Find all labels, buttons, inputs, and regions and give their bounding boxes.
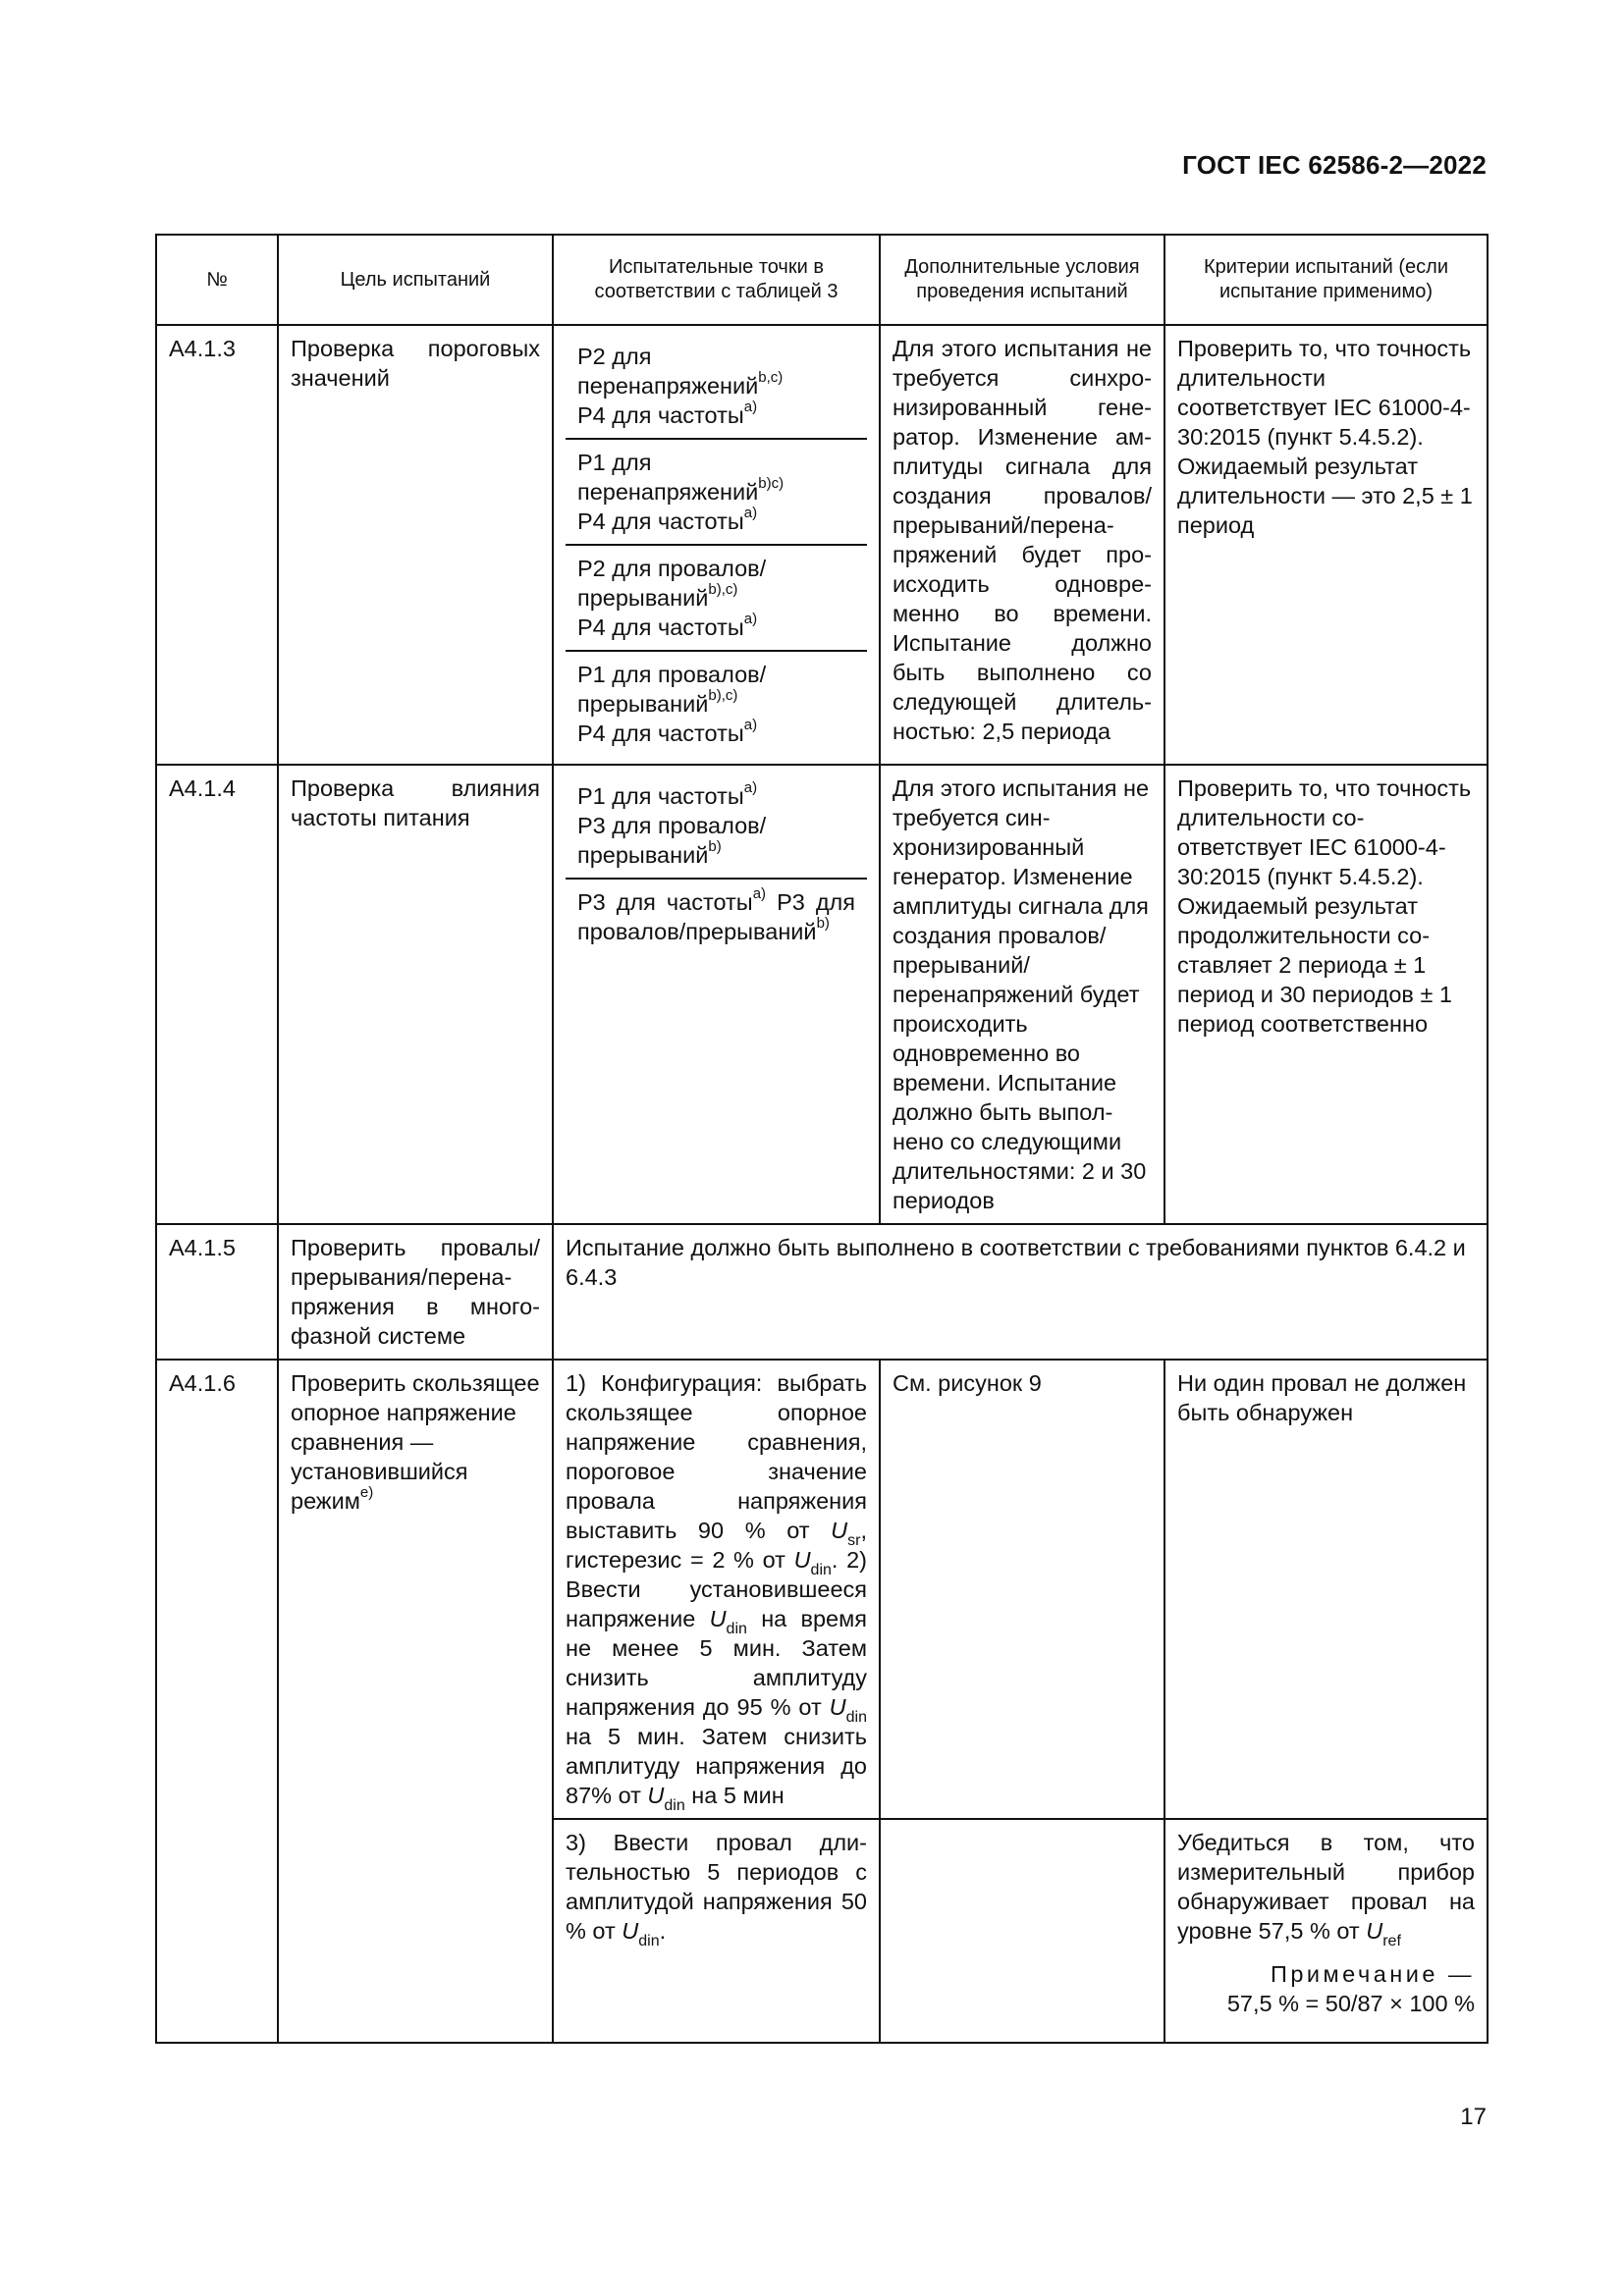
header-goal: Цель испытаний [278,235,553,325]
test-point: P1 для провалов/прерываний$^{b),c)}$ P4 для частоты$^{a)}$ [577,662,767,746]
table-row [156,1224,1488,1360]
test-point: P1 для частоты$^{a)}$ P3 для провалов/прерываний$^{b)}$ [566,774,867,880]
row-goal: Проверить провалы/ прерывания/перенапряжения в многофазной системе [278,1224,553,1360]
row-points [553,765,880,1224]
table-row [156,765,1488,1224]
test-point: P3 для частоты$^{a)}$ P3 для провалов/прерываний$^{b)}$ [577,885,855,944]
row-criteria: Проверить то, что точность длительности соответствует IEC 61000-4-30:2015 (пункт 5.4.5.2). Ожидаемый результат продолжительности составляет 2 периода ± 1 период и 30 периодов ± 1 период соответственно [1164,765,1488,1224]
row-conditions: См. рисунок 9 [880,1360,1164,1819]
table-header-row [156,235,1488,325]
page-number: 17 [1460,2104,1487,2130]
row-conditions: Для этого испытания не требуется синхронизированный генератор. Изменение амплитуды сигнала для создания провалов/ прерываний/перенапряжений будет происходить одновременно во времени. Испытание должно быть выполнено со следующей длительностью: 2,5 периода [880,325,1164,765]
test-point: P2 для перенапряжений$^{b,c)}$ P4 для частоты$^{a)}$ [566,334,867,440]
header-number: № [156,235,278,325]
test-table [155,234,1489,2044]
header-points: Испытательные точки в соответствии с таблицей 3 [553,235,880,325]
test-point: P1 для перенапряжений$^{b)c)}$ P4 для частоты$^{a)}$ [566,440,867,546]
row-points: 3) Ввести провал длительностью 5 периодов с амплитудой напряжения 50 % от $U_{din}$. [553,1819,880,2043]
table-row [156,325,1488,765]
header-criteria: Критерии испытаний (если испытание применимо) [1164,235,1488,325]
row-criteria: Ни один провал не должен быть обнаружен [1164,1360,1488,1819]
note: Примечание — 57,5 % = 50/87 × 100 % [1226,1961,1475,2016]
row-merged-text: Испытание должно быть выполнено в соответствии с требованиями пунктов 6.4.2 и 6.4.3 [553,1224,1488,1360]
row-goal: Проверка влияния частоты питания [278,765,553,1224]
document-header: ГОСТ IEC 62586-2—2022 [1182,150,1487,180]
test-point: P2 для провалов/прерываний$^{b),c)}$ P4 для частоты$^{a)}$ [566,546,867,652]
table-row [156,1360,1488,1819]
header-conditions: Дополнительные условия проведения испытаний [880,235,1164,325]
row-number: A4.1.3 [156,325,278,765]
row-goal: Проверить скользящее опорное напряжение сравнения — установившийся режим$^{e)}$ [278,1360,553,2043]
row-goal: Проверка пороговых значений [278,325,553,765]
row-conditions-empty [880,1819,1164,2043]
row-points [553,325,880,765]
row-criteria: Убедиться в том, что измерительный прибор обнаруживает провал на уровне 57,5 % от $U_{ref}$ Примечание — 57,5 % = 50/87 × 100 % [1164,1819,1488,2043]
row-criteria: Проверить то, что точность длительности соответствует IEC 61000-4-30:2015 (пункт 5.4.5.2). Ожидаемый результат длительности — это 2,5 ± 1 период [1164,325,1488,765]
row-number: A4.1.6 [156,1360,278,2043]
row-number: A4.1.4 [156,765,278,1224]
row-points: 1) Конфигурация: выбрать скользящее опорное напряжение сравнения, пороговое значение провала напряжения выставить 90 % от $U_{sr}$, гистерезис = 2 % от $U_{din}$. 2) Ввести установившееся напряжение $U_{din}$ на время не менее 5 мин. Затем снизить амплитуду напряжения до 95 % от $U_{din}$ на 5 мин. Затем снизить амплитуду напряжения до 87% от $U_{din}$ на 5 мин [553,1360,880,1819]
row-conditions: Для этого испытания не требуется синхронизированный генератор. Изменение амплитуды сигнала для создания провалов/ прерываний/перенапряжений будет происходить одновременно во времени. Испытание должно быть выполнено со следующими длительностями: 2 и 30 периодов [880,765,1164,1224]
row-number: A4.1.5 [156,1224,278,1360]
